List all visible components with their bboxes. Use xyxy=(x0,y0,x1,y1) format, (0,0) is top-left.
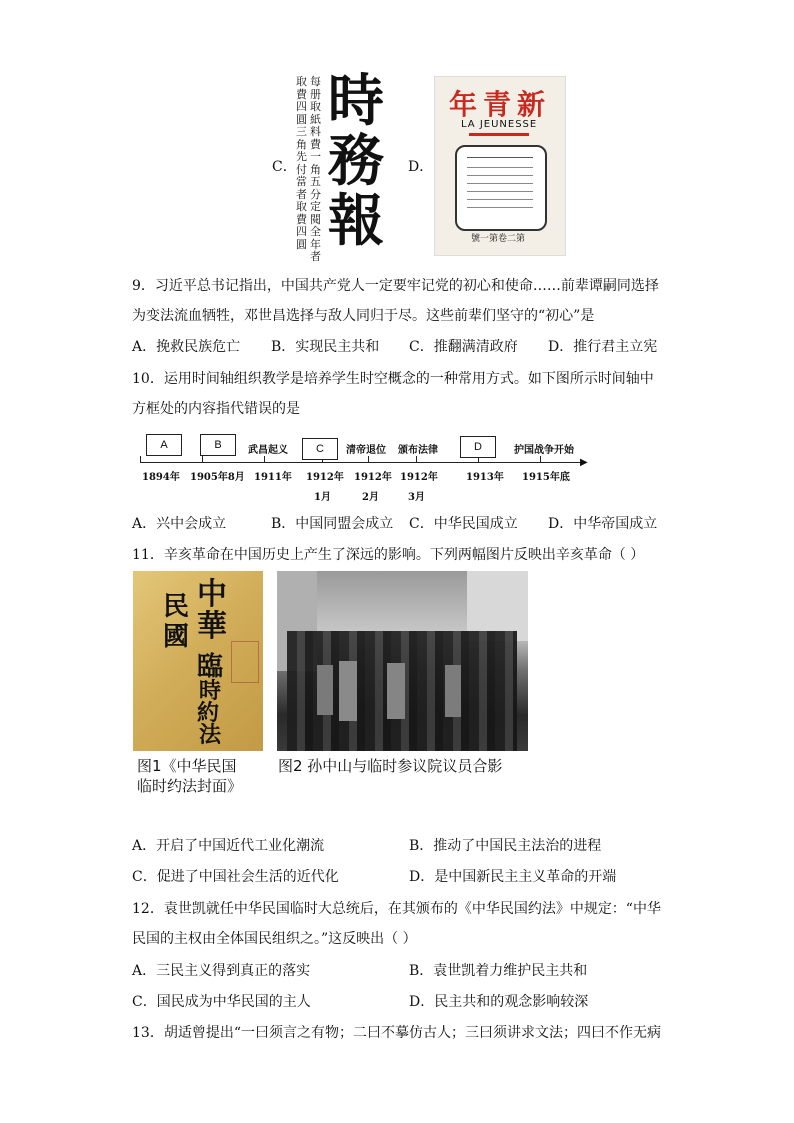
timeline-year-1912-a: 1912年 xyxy=(306,472,344,483)
q11-option-d[interactable]: D．是中国新民主主义革命的开端 xyxy=(409,869,617,885)
q10-line-1: 10．运用时间轴组织教学是培养学生时空概念的一种常用方式。如下图所示时间轴中 xyxy=(132,371,654,387)
fig1-char-shi: 時 xyxy=(199,678,222,704)
xinqingnian-subtitle: LA JEUNESSE xyxy=(461,119,538,130)
xinqingnian-title: 年青新 xyxy=(449,88,552,121)
shiwubao-side-text-1: 每册取紙料費一角五分定閱全年者 xyxy=(310,75,321,263)
fig1-constitution-cover xyxy=(133,571,263,751)
q11-option-a[interactable]: A．开启了中国近代工业化潮流 xyxy=(132,838,325,854)
xinqingnian-image xyxy=(434,76,566,256)
fig1-char-fa: 法 xyxy=(199,722,222,748)
q9-option-b[interactable]: B．实现民主共和 xyxy=(271,339,380,355)
fig1-char-lin: 臨 xyxy=(197,652,224,682)
q9-option-c[interactable]: C．推翻满清政府 xyxy=(409,339,518,355)
fig1-char-min: 民 xyxy=(163,592,190,622)
q13-line-1: 13．胡适曾提出“一曰须言之有物；二曰不摹仿古人；三曰须讲求文法；四曰不作无病 xyxy=(132,1025,661,1041)
fig1-caption-line-2: 临时约法封面》 xyxy=(137,777,243,795)
q11-option-c[interactable]: C．促进了中国社会生活的近代化 xyxy=(132,869,339,885)
timeline-box-b: B xyxy=(200,434,236,456)
shiwubao-side-text-2: 取費四圓三角先付當者取費四圓 xyxy=(296,75,307,251)
q12-option-c[interactable]: C．国民成为中华民国的主人 xyxy=(132,994,311,1010)
timeline-month-2: 2月 xyxy=(362,492,379,503)
fig2-group-photo xyxy=(277,571,528,751)
q9-option-a[interactable]: A．挽救民族危亡 xyxy=(132,339,241,355)
q10-option-d[interactable]: D．中华帝国成立 xyxy=(548,516,658,532)
timeline-label-wuchang: 武昌起义 xyxy=(248,445,288,456)
xinqingnian-frame xyxy=(455,145,547,231)
xinqingnian-issue: 號一第卷二第 xyxy=(471,234,526,244)
timeline-year-1905: 1905年8月 xyxy=(190,472,245,483)
q12-option-a[interactable]: A．三民主义得到真正的落实 xyxy=(132,963,311,979)
timeline-year-1913: 1913年 xyxy=(466,472,504,483)
fig1-char-hua: 華 xyxy=(197,609,227,644)
q12-line-2: 民国的主权由全体国民组织之。”这反映出（ ） xyxy=(132,931,417,947)
fig1-char-yue: 約 xyxy=(197,700,220,726)
timeline xyxy=(132,430,592,505)
q12-option-b[interactable]: B．袁世凯着力维护民主共和 xyxy=(409,963,588,979)
shiwubao-char-3: 報 xyxy=(328,188,384,254)
timeline-month-3: 3月 xyxy=(408,492,425,503)
xinqingnian-red-bar xyxy=(469,133,529,136)
timeline-box-a: A xyxy=(146,434,182,456)
fig1-seal xyxy=(231,641,259,683)
timeline-box-d: D xyxy=(460,436,496,458)
q10-line-2: 方框处的内容指代错误的是 xyxy=(132,401,300,417)
q12-line-1: 12．袁世凯就任中华民国临时大总统后，在其颁布的《中华民国约法》中规定：“中华 xyxy=(132,901,661,917)
q11-option-b[interactable]: B．推动了中国民主法治的进程 xyxy=(409,838,602,854)
q9-option-d[interactable]: D．推行君主立宪 xyxy=(548,339,658,355)
timeline-year-1915: 1915年底 xyxy=(522,472,570,483)
q9-line-2: 为变法流血牺牲，邓世昌选择与敌人同归于尽。这些前辈们坚守的“初心”是 xyxy=(132,308,595,324)
timeline-label-abdication: 清帝退位 xyxy=(346,445,386,456)
q10-option-b[interactable]: B．中国同盟会成立 xyxy=(271,516,394,532)
q10-option-c[interactable]: C．中华民国成立 xyxy=(409,516,518,532)
q12-option-d[interactable]: D．民主共和的观念影响较深 xyxy=(409,994,589,1010)
fig1-caption-line-1: 图1《中华民国 xyxy=(137,757,237,775)
timeline-label-huguo: 护国战争开始 xyxy=(514,445,574,456)
option-d-label: D． xyxy=(408,159,434,175)
timeline-label-law: 颁布法律 xyxy=(398,445,438,456)
timeline-axis xyxy=(140,462,584,463)
timeline-month-1: 1月 xyxy=(314,492,331,503)
q9-line-1: 9．习近平总书记指出，中国共产党人一定要牢记党的初心和使命……前辈谭嗣同选择 xyxy=(132,278,659,294)
timeline-year-1912-b: 1912年 xyxy=(354,472,392,483)
timeline-year-1894: 1894年 xyxy=(142,472,180,483)
fig1-char-zhong: 中 xyxy=(197,577,227,612)
q10-option-a[interactable]: A．兴中会成立 xyxy=(132,516,227,532)
timeline-arrow-icon: ▶ xyxy=(580,457,588,468)
fig2-caption: 图2 孙中山与临时参议院议员合影 xyxy=(278,757,503,775)
option-c-label: C． xyxy=(272,159,297,175)
shiwubao-char-1: 時 xyxy=(328,68,384,134)
shiwubao-image xyxy=(294,68,390,263)
timeline-year-1911: 1911年 xyxy=(254,472,292,483)
fig1-char-guo: 國 xyxy=(163,622,190,652)
shiwubao-char-2: 務 xyxy=(328,128,384,194)
timeline-year-1912-c: 1912年 xyxy=(400,472,438,483)
q11-line-1: 11．辛亥革命在中国历史上产生了深远的影响。下列两幅图片反映出辛亥革命（ ） xyxy=(132,547,645,563)
timeline-box-c: C xyxy=(302,438,338,460)
